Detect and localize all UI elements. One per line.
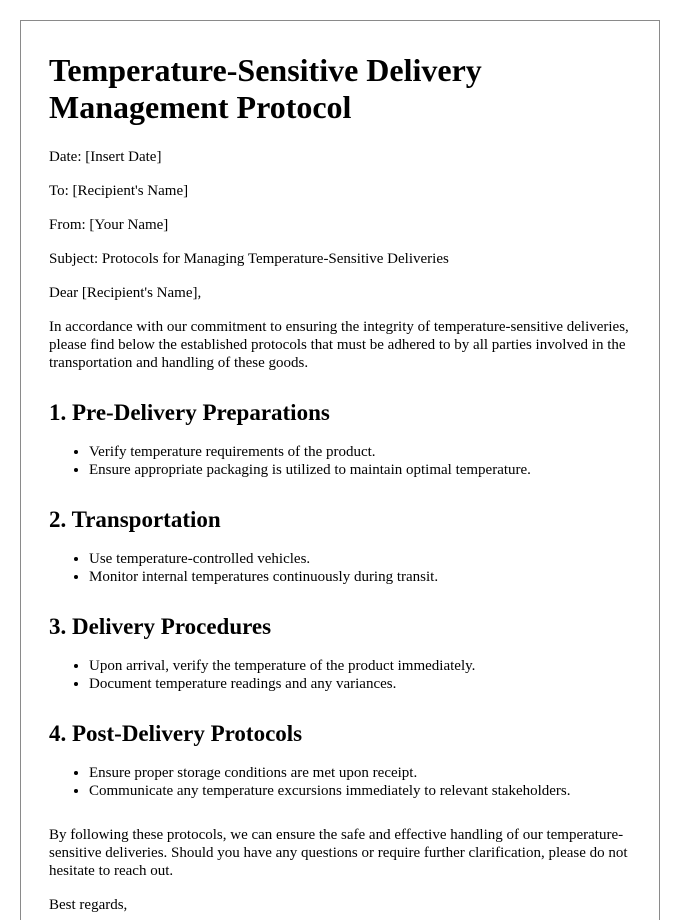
salutation: Dear [Recipient's Name],: [49, 285, 202, 301]
section-pre-delivery: [49, 400, 631, 479]
to-line: To: [Recipient's Name]: [49, 183, 189, 199]
closing-paragraph: By following these protocols, we can ensure the safe and effective handling of our temperature-sensitive deliveries. Should you have any questions or require further clarification, please do not hesitate to reach out.: [49, 827, 628, 879]
list-item: • Ensure appropriate packaging is utilized to maintain optimal temperature.: [89, 461, 631, 479]
section-heading: 4. Post-Delivery Protocols: [49, 721, 303, 746]
date-line: Date: [Insert Date]: [49, 149, 162, 165]
section-delivery-procedures: [49, 614, 631, 693]
list-item: • Upon arrival, verify the temperature of the product immediately.: [89, 657, 631, 675]
section-transportation: [49, 507, 631, 586]
letter-page: [20, 20, 660, 920]
list-item: • Document temperature readings and any variances.: [89, 675, 631, 693]
intro-paragraph: In accordance with our commitment to ensuring the integrity of temperature-sensitive deliveries, please find below the established protocols that must be adhered to by all parties involved in the transportation and handling of these goods.: [49, 319, 629, 371]
list-item: • Communicate any temperature excursions immediately to relevant stakeholders.: [89, 782, 631, 800]
list-item: • Monitor internal temperatures continuously during transit.: [89, 568, 631, 586]
section-heading: 3. Delivery Procedures: [49, 614, 272, 639]
section-post-delivery: [49, 721, 631, 800]
bullet-list: [49, 657, 631, 693]
list-item: • Ensure proper storage conditions are met upon receipt.: [89, 764, 631, 782]
signoff: Best regards,: [49, 897, 128, 913]
section-heading: 2. Transportation: [49, 507, 221, 532]
bullet-list: [49, 443, 631, 479]
list-item: • Use temperature-controlled vehicles.: [89, 550, 631, 568]
from-line: From: [Your Name]: [49, 217, 169, 233]
bullet-list: [49, 764, 631, 800]
document-title: Temperature-Sensitive Delivery Management Protocol: [49, 52, 482, 125]
subject-line: Subject: Protocols for Managing Temperature-Sensitive Deliveries: [49, 251, 449, 267]
section-heading: 1. Pre-Delivery Preparations: [49, 400, 330, 425]
list-item: • Verify temperature requirements of the product.: [89, 443, 631, 461]
bullet-list: [49, 550, 631, 586]
